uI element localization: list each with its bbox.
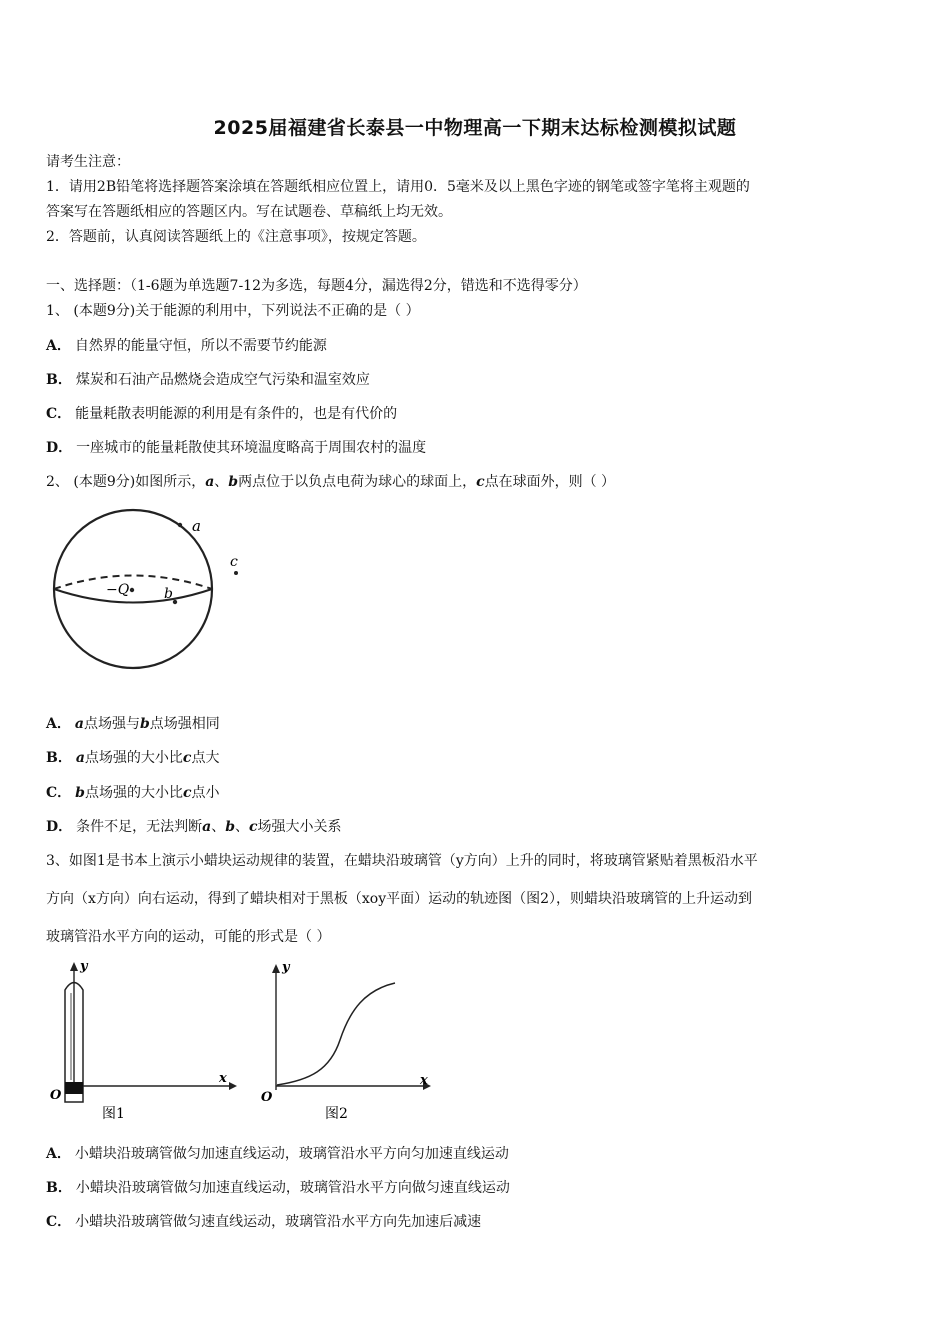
stem-sep: 、 [214, 474, 229, 490]
question-1-option-c [46, 404, 397, 424]
option-label: B． [46, 372, 72, 388]
question-2-option-b [46, 748, 219, 768]
option-sep: 、 [235, 819, 250, 835]
y-axis-arrow [272, 964, 280, 973]
option-text: 煤炭和石油产品燃烧会造成空气污染和温室效应 [75, 372, 370, 388]
var-b: b [228, 474, 239, 490]
var: a [75, 750, 85, 766]
var: b [225, 819, 236, 835]
question-1-option-a [46, 336, 327, 356]
option-label: A． [46, 1146, 71, 1162]
stem-text: 两点位于以负点电荷为球心的球面上， [238, 474, 477, 490]
question-2-option-c [46, 783, 219, 803]
notice-item-2: 2．答题前，认真阅读答题纸上的《注意事项》，按规定答题。 [46, 229, 426, 245]
var: b [139, 716, 150, 732]
point-a-dot [178, 523, 182, 527]
stem-text: 2、 (本题9分)如图所示， [46, 474, 206, 490]
option-text: 场强大小关系 [257, 819, 342, 835]
y-axis-arrow [70, 962, 78, 971]
axis-y-label: y [282, 960, 290, 975]
question-3-option-a [46, 1144, 509, 1164]
option-text: 小蜡块沿玻璃管做匀加速直线运动，玻璃管沿水平方向做匀速直线运动 [75, 1180, 510, 1196]
notice-heading: 请考生注意： [46, 154, 130, 170]
point-c-dot [234, 571, 238, 575]
option-label: C． [46, 785, 72, 801]
figure-2-caption: 图2 [325, 1106, 348, 1122]
figure-2-trajectory [255, 955, 445, 1125]
var: c [182, 750, 192, 766]
var: a [202, 819, 212, 835]
option-label: B． [46, 750, 72, 766]
option-label: C． [46, 406, 72, 422]
question-1-option-b [46, 370, 370, 390]
question-1-option-d [46, 438, 426, 458]
axis-x-label: x [219, 1071, 227, 1086]
origin-label: O [50, 1088, 62, 1103]
option-text: 点场强相同 [149, 716, 220, 732]
origin-label: O [261, 1090, 273, 1105]
question-3-stem-line-3: 玻璃管沿水平方向的运动，可能的形式是（ ） [46, 929, 331, 945]
question-2-stem [46, 472, 615, 492]
section-heading: 一、选择题：（1-6题为单选题7-12为多选，每题4分，漏选得2分，错选和不选得零分） [46, 278, 587, 294]
option-text: 小蜡块沿玻璃管做匀速直线运动，玻璃管沿水平方向先加速后减速 [75, 1214, 482, 1230]
point-c-label: c [230, 554, 238, 570]
option-text: 点场强的大小比 [84, 750, 183, 766]
option-text: 自然界的能量守恒，所以不需要节约能源 [74, 338, 327, 354]
charge-label: −Q [106, 582, 130, 598]
option-label: A． [46, 716, 71, 732]
option-text: 能量耗散表明能源的利用是有条件的，也是有代价的 [75, 406, 398, 422]
x-axis-arrow [229, 1082, 237, 1090]
option-label: D． [46, 819, 73, 835]
var-a: a [205, 474, 215, 490]
question-3-stem-line-2: 方向（x方向）向右运动，得到了蜡块相对于黑板（xoy平面）运动的轨迹图（图2），则蜡块沿玻璃管的上升运动到 [46, 891, 753, 907]
question-2-option-d [46, 817, 342, 837]
notice-item-1-line-2: 答案写在答题纸相应的答题区内。写在试题卷、草稿纸上均无效。 [46, 204, 452, 220]
question-3-stem-line-1: 3、如图1是书本上演示小蜡块运动规律的装置，在蜡块沿玻璃管（y方向）上升的同时，将玻璃管紧贴着黑板沿水平 [46, 853, 758, 869]
option-text: 小蜡块沿玻璃管做匀加速直线运动，玻璃管沿水平方向匀加速直线运动 [74, 1146, 509, 1162]
var: c [182, 785, 192, 801]
wax-block [65, 1082, 83, 1094]
question-2-option-a [46, 714, 220, 734]
option-label: A． [46, 338, 71, 354]
option-text: 一座城市的能量耗散使其环境温度略高于周围农村的温度 [76, 440, 427, 456]
question-1-stem: 1、 (本题9分)关于能源的利用中，下列说法不正确的是（ ） [46, 303, 420, 319]
page-title: 2025届福建省长泰县一中物理高一下期末达标检测模拟试题 [213, 117, 737, 139]
axis-x-label: x [420, 1073, 428, 1088]
var-c: c [476, 474, 485, 490]
var: b [75, 785, 85, 801]
equator-back [54, 576, 212, 590]
var: c [249, 819, 258, 835]
question-3-option-b [46, 1178, 510, 1198]
figure-1-caption: 图1 [102, 1106, 125, 1122]
option-text: 点小 [191, 785, 220, 801]
figure-1-tube [44, 955, 244, 1125]
option-text: 条件不足，无法判断 [76, 819, 203, 835]
notice-item-1-line-1: 1．请用2B铅笔将选择题答案涂填在答题纸相应位置上，请用0．5毫米及以上黑色字迹的钢笔或签字笔将主观题的 [46, 179, 750, 195]
option-label: C． [46, 1214, 72, 1230]
option-label: B． [46, 1180, 72, 1196]
point-b-dot [173, 600, 177, 604]
option-text: 点大 [191, 750, 220, 766]
trajectory-curve [277, 983, 395, 1085]
option-label: D． [46, 440, 73, 456]
question-3-option-c [46, 1212, 481, 1232]
axis-y-label: y [80, 959, 88, 974]
stem-text: 点在球面外，则（ ） [484, 474, 616, 490]
point-q-dot [130, 588, 134, 592]
option-sep: 、 [211, 819, 226, 835]
option-text: 点场强与 [83, 716, 140, 732]
var: a [74, 716, 84, 732]
option-text: 点场强的大小比 [84, 785, 183, 801]
point-b-label: b [164, 586, 173, 602]
point-a-label: a [192, 517, 201, 535]
sphere-figure [40, 500, 270, 680]
